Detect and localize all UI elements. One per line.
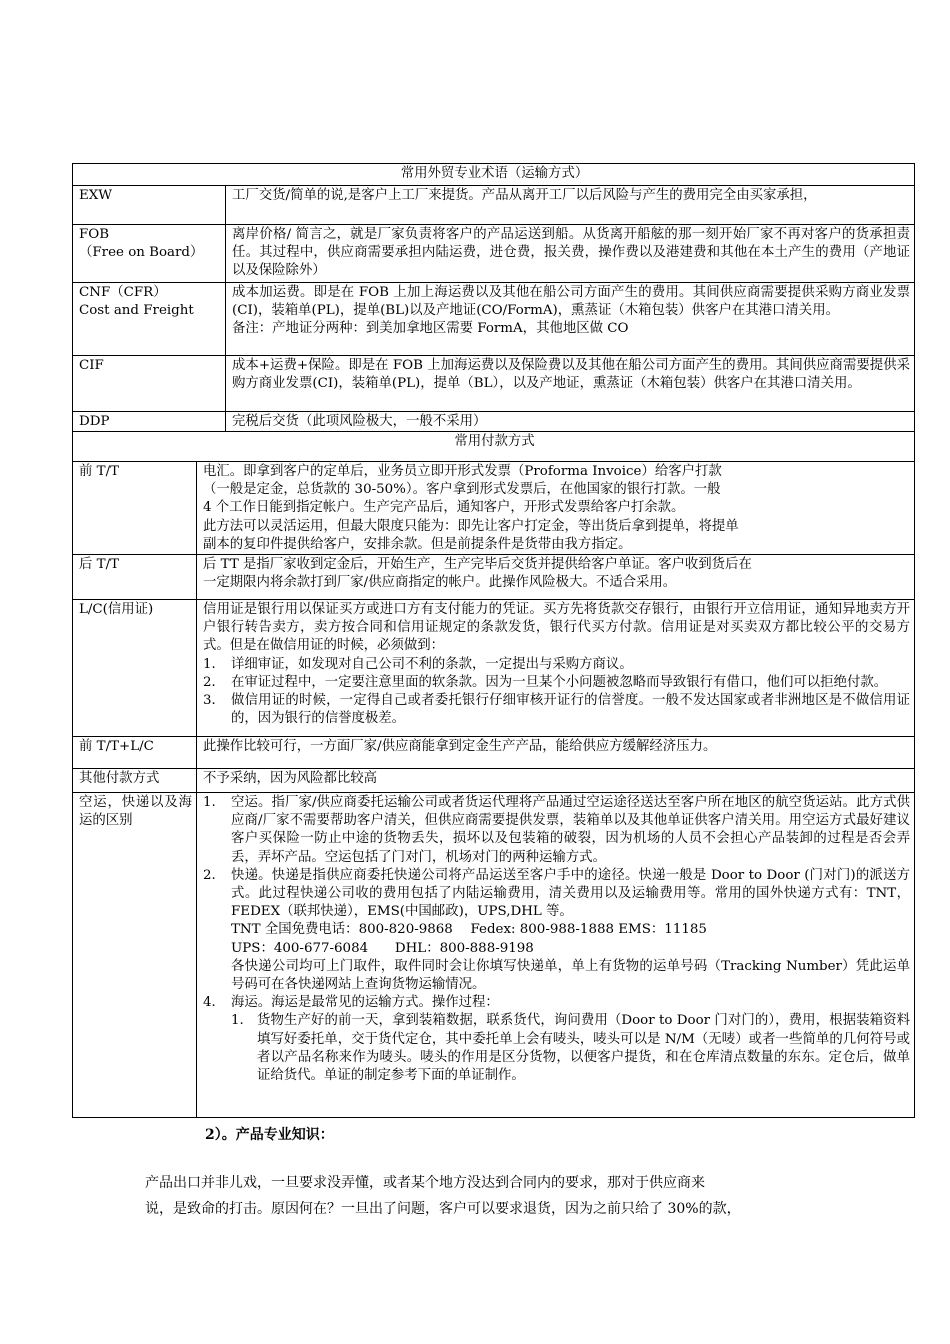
payment-term-cell: 空运，快递以及海运的区别: [73, 793, 197, 1118]
payment-description: 后 TT 是指厂家收到定金后，开始生产，生产完毕后交货并提供给客户单证。客户收到货后在 一定期限内将余款打到厂家/供应商指定的帐户。此操作风险极大。不适合采用。: [197, 555, 915, 600]
payment-term-cell: 前 T/T+L/C: [73, 737, 197, 769]
list-item: 1. 空运。指厂家/供应商委托运输公司或者货运代理将产品通过空运途径送达至客户所在地区的航空货运站。此方式供应商/厂家不需要帮助客户清关，但供应商需要提供发票，装箱单以及其他单证供客户清关用。用空运方式最好建议客户买保险一防止中途的货物丢失，损坏以及包装箱的破裂，因为机场的人员不会担心产品装卸的过程是否会弄丢，弄坏产品。空运包括了门对门，机场对门的两种运输方式。: [203, 795, 910, 865]
list-item: 1． 详细审证，如发现对自己公司不利的条款，一定提出与采购方商议。: [203, 656, 633, 672]
payment-methods-table: [72, 431, 915, 1118]
term-cell: CNF（CFR） Cost and Freight: [73, 283, 226, 356]
term-cell: EXW: [73, 186, 226, 225]
term-cell: DDP: [73, 412, 226, 432]
table-title: 常用外贸专业术语（运输方式）: [73, 164, 915, 186]
payment-term-cell: L/C(信用证): [73, 600, 197, 737]
lc-requirements-list: [203, 656, 910, 729]
body-paragraph-line: 产品出口并非儿戏，一旦要求没弄懂，或者某个地方没达到合同内的要求，那对于供应商来: [145, 1175, 705, 1191]
term-description: 离岸价格/ 简言之，就是厂家负责将客户的产品运送到船。从货离开船舷的那一刻开始厂家不再对客户的货承担责任。其过程中，供应商需要承担内陆运费，进仓费，报关费，操作费以及港建费和其他在本土产生的费用（产地证以及保险除外）: [226, 225, 915, 283]
term-description: 完税后交货（此项风险极大，一般不采用）: [226, 412, 915, 432]
term-description: 成本+运费+保险。即是在 FOB 上加海运费以及保险费以及其他在船公司方面产生的费用。其间供应商需要提供采购方商业发票(CI)，装箱单(PL)，提单（BL），以及产地证，熏蒸证（木箱包装）供客户在其港口清关用。: [226, 356, 915, 412]
payment-description: 电汇。即拿到客户的定单后，业务员立即开形式发票（Proforma Invoice）给客户打款 （一般是定金，总货款的 30-50%）。客户拿到形式发票后，在他国家的银行打款。一般 4 个工作日能到指定帐户。生产完产品后，通知客户，开形式发票给客户打余款。 此方法可以灵活运用，但最大限度只能为：即先让客户打定金，等出货后拿到提单，将提单 副本的复印件提供给客户，安排余款。但是前提条件是货带由我方指定。: [197, 462, 915, 555]
term-cell: CIF: [73, 356, 226, 412]
payment-term-cell: 前 T/T: [73, 462, 197, 555]
list-item: 2. 快递。快递是指供应商委托快递公司将产品运送至客户手中的途径。快递一般是 Door to Door (门对门)的派送方式。此过程快递公司收的费用包括了内陆运输费用，清关费用以及运输费用等。常用的国外快递方式有：TNT，FEDEX（联邦快递），EMS(中国邮政)，UPS,DHL 等。 TNT 全国免费电话：800-820-9868 Fedex: 800-988-1888 EMS：11185 UPS：400-677-6084 DHL：800-888-9198 各快递公司均可上门取件，取件同时会让你填写快递单，单上有货物的运单号码（Tracking Number）凭此运单号码可在各快递网站上查询货物运输情况。: [203, 867, 910, 993]
term-cell: FOB （Free on Board）: [73, 225, 226, 283]
term-description: 成本加运费。即是在 FOB 上加上海运费以及其他在船公司方面产生的费用。其间供应商需要提供采购方商业发票(CI)，装箱单(PL)，提单(BL)以及产地证(CO/FormA)，熏蒸证（木箱包装）供客户在其港口清关用。 备注：产地证分两种：到美加拿地区需要 FormA，其他地区做 CO: [226, 283, 915, 356]
body-paragraph-line: 说，是致命的打击。原因何在？一旦出了问题，客户可以要求退货，因为之前只给了 30%的款，: [145, 1201, 741, 1217]
list-item: 2． 在审证过程中，一定要注意里面的软条款。因为一旦某个小问题被忽略而导致银行有借口，他们可以拒绝付款。: [203, 674, 888, 690]
payment-description: 此操作比较可行，一方面厂家/供应商能拿到定金生产产品，能给供应方缓解经济压力。: [197, 737, 915, 769]
shipping-methods-list: [203, 794, 910, 1085]
transport-terms-table: [72, 163, 915, 432]
shipping-description: [197, 793, 915, 1118]
list-item: 3． 做信用证的时候，一定得自己或者委托银行仔细审核开证行的信誉度。一般不发达国家或者非洲地区是不做信用证的，因为银行的信誉度极差。: [203, 693, 910, 727]
payment-term-cell: 其他付款方式: [73, 769, 197, 793]
payment-description: 信用证是银行用以保证买方或进口方有支付能力的凭证。买方先将货款交存银行，由银行开立信用证，通知异地卖方开户银行转告卖方，卖方按合同和信用证规定的条款发货，银行代买方付款。信用证是对买卖双方都比较公平的交易方式。但是在做信用证的时候，必须做到： 1． 详细审证，如发现对自己公司不利的条款，一定提出与采购方商议。 2． 在审证过程中，一定要注意里面的软条款。因为一旦某个小问题被忽略而导致银行有借口，他们可以拒绝付款。 3． 做信用证的时候，一定得自己或者委托银行仔细审核开证行的信誉度。一般不发达国家或者非洲地区是不做信用证的，因为银行的信誉度极差。: [197, 600, 915, 737]
table-title: 常用付款方式: [73, 432, 915, 462]
payment-description: 不予采纳，因为风险都比较高: [197, 769, 915, 793]
payment-term-cell: 后 T/T: [73, 555, 197, 600]
section-heading: 2）。产品专业知识：: [205, 1127, 334, 1143]
list-item: 4． 海运。海运是最常见的运输方式。操作过程： 1. 货物生产好的前一天，拿到装箱数据，联系货代，询问费用（Door to Door 门对门的），费用，根据装箱资料填写好委托单，交于货代定仓，其中委托单上会有唛头，唛头可以是 N/M（无唛）或者一些简单的几何符号或者以产品名称来作为唛头。唛头的作用是区分货物，以便客户提货，和在仓库清点数量的东东。定仓后，做单证给货代。单证的制定参考下面的单证制作。: [203, 994, 910, 1085]
sub-list-item: 1. 货物生产好的前一天，拿到装箱数据，联系货代，询问费用（Door to Door 门对门的），费用，根据装箱资料填写好委托单，交于货代定仓，其中委托单上会有唛头，唛头可以是 N/M（无唛）或者一些简单的几何符号或者以产品名称来作为唛头。唛头的作用是区分货物，以便客户提货，和在仓库清点数量的东东。定仓后，做单证给货代。单证的制定参考下面的单证制作。: [231, 1013, 910, 1084]
term-description: 工厂交货/简单的说,是客户上工厂来提货。产品从离开工厂以后风险与产生的费用完全由买家承担，: [226, 186, 915, 225]
